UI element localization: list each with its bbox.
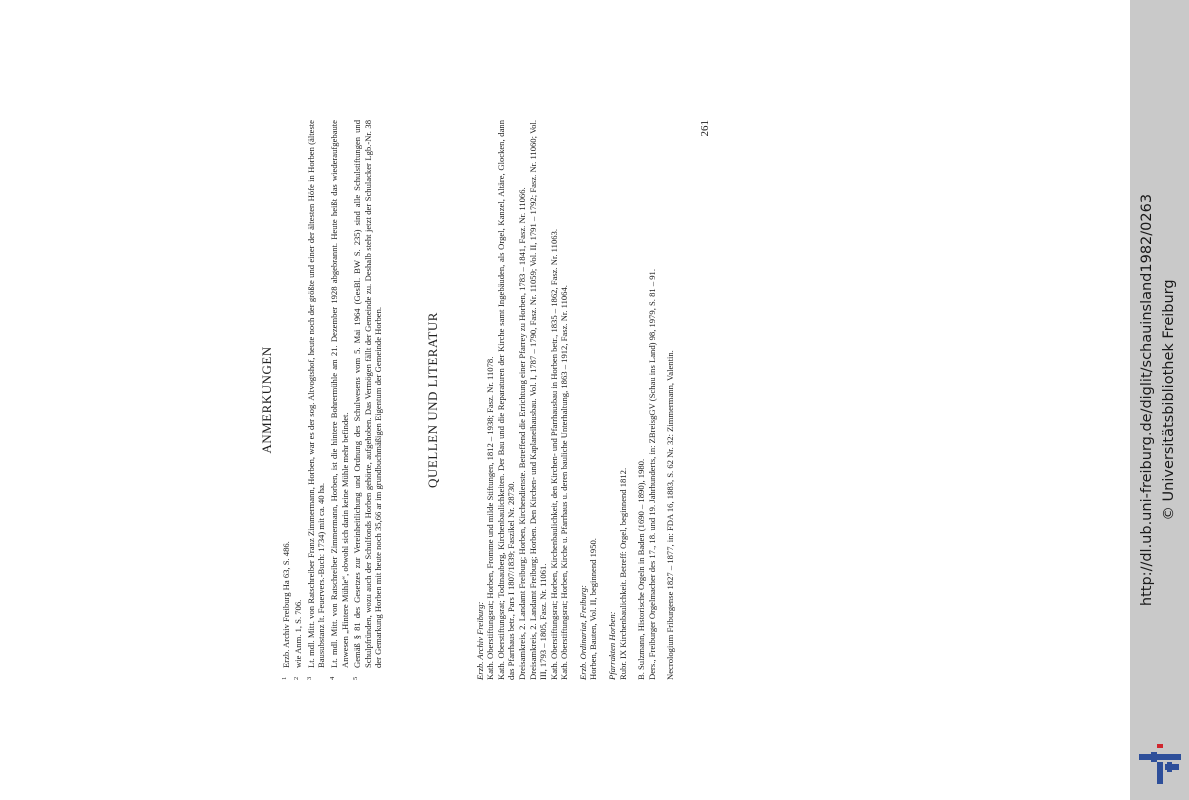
note-text: Gemäß § 81 des Gesetzes zur Vereinheitlichung und Ordnung des Schulwesens vom 5. Mai 1964 (GesBl. BW S. 235) sind alle Schulstiftungen und Schulpfründen, wozu auch der Schulfonds Horben gehörte, aufgehoben. Das Vermögen fällt der Gemeinde zu. Deshalb steht jetzt der Schulacker Lgb.-Nr. 38 der Gemarkung Horben mit heute noch 35,66 ar im grundbuchmäßigen Eigentum der Gemeinde Horben. xyxy=(352,120,384,668)
source-line: Dreisamkreis, 2. Landamt Freiburg; Horben, Kirchendienste. Betreffend die Errichtung einer Pfarrey zu Horben, 1783 – 1841, Fasz. Nr. 11066. xyxy=(516,187,527,680)
source-line: Dreisamkreis, 2. Landamt Freiburg; Horben. Den Kirchen- und Kaplaneihausbau. Vol. I, 1787 – 1790, Fasz. Nr. 11059; Vol. II, 1791 – 1792; Fasz. Nr. 11060; Vol. III, 1793 – 1805, Fasz. Nr. 11061. xyxy=(527,120,549,680)
note-item xyxy=(329,120,350,680)
note-number: 5 xyxy=(352,676,360,680)
note-text: wie Anm. 1, S. 706. xyxy=(293,599,304,668)
source-url-link[interactable]: http://dl.ub.uni-freiburg.de/diglit/schauinsland1982/0263 xyxy=(1139,193,1155,607)
note-item xyxy=(352,120,384,680)
page-number: 261 xyxy=(699,120,712,137)
ub-freiburg-logo-icon xyxy=(1139,744,1181,784)
note-text: Erzb. Archiv Freiburg Ha 63, S. 486. xyxy=(280,541,291,668)
viewer-sidebar xyxy=(1130,0,1189,800)
note-item xyxy=(293,120,304,680)
source-line: Kath. Oberstiftungsrat; Horben, Kirchenbaulichkeit, den Kirchen- und Pfarrhausbau in Horben betr., 1835 – 1862, Fasz. Nr. 11063. xyxy=(548,229,559,680)
note-number: 2 xyxy=(293,676,301,680)
note-text: Lt. mdl. Mitt. von Ratschreiber Franz Zimmermann, Horben, war es der sog. Altvogtshof, heute noch der größte und einer der ältesten Höfe in Horben (älteste Bausubstanz lt. Feuervers.-Buch: 1734) mit ca. 40 ha. xyxy=(305,120,327,668)
source-group-title: Pfarrakten Horben: xyxy=(607,611,618,680)
source-line: Kath. Oberstiftungsrat; Horben, Fromme und milde Stiftungen, 1812 – 1938; Fasz. Nr. 11078. xyxy=(485,356,496,680)
source-line: Rubr. IX Kirchenbaulichkeit. Betreff: Orgel, beginnend 1812. xyxy=(617,467,628,680)
source-line: Horben, Bauten, Vol. II, beginnend 1950. xyxy=(588,538,599,680)
source-line: Kath. Oberstiftungsrat; Todtnauberg, Kirchenbaulichkeiten. Der Bau und die Reparaturen der Kirche samt Ingebäuden, als Orgel, Kanzel, Altäre, Glocken, dann das Pfarrhaus betr., Pars I 1807/1839; Faszikel Nr. 28730. xyxy=(495,120,517,680)
source-line: Necrologium Friburgense 1827 – 1877, in: FDA 16, 1883, S. 62 Nr. 32: Zimmermann, Valentin. xyxy=(665,350,676,680)
notes-heading: ANMERKUNGEN xyxy=(259,346,274,454)
note-item xyxy=(306,120,327,680)
notes-list xyxy=(281,120,384,680)
note-item xyxy=(281,120,292,680)
copyright-text: © Universitätsbibliothek Freiburg xyxy=(1161,279,1177,521)
note-number: 4 xyxy=(328,676,336,680)
sources-list xyxy=(475,120,677,680)
source-group-title: Erzb. Ordinariat, Freiburg: xyxy=(577,584,588,680)
source-line: Kath. Oberstiftungsrat; Horben, Kirche u. Pfarrhaus u. deren bauliche Unterhaltung, 1863 – 1912, Fasz. Nr. 11064. xyxy=(559,285,570,680)
page-content-rotated xyxy=(259,120,802,680)
source-group-title: Erzb. Archiv Freiburg: xyxy=(474,601,485,680)
note-number: 3 xyxy=(305,676,313,680)
sources-heading: QUELLEN UND LITERATUR xyxy=(424,312,440,488)
note-number: 1 xyxy=(280,676,288,680)
source-line: B. Sulzmann, Historische Orgeln in Baden (1690 – 1890), 1980. xyxy=(636,458,647,680)
note-text: Lt. mdl. Mitt. von Ratschreiber Zimmermann, Horben, ist die hintere Bohrermühle am 21. Dezember 1928 abgebrannt. Heute heißt das wiederaufgebaute Anwesen „Hintere Mühle“, obwohl sich darin keine Mühle mehr befindet. xyxy=(328,120,350,668)
source-line: Ders., Freiburger Orgelmacher des 17., 18. und 19. Jahrhunderts, in: ZBreisgGV (Schau ins Land) 98, 1979, S. 81 – 91. xyxy=(646,268,657,680)
